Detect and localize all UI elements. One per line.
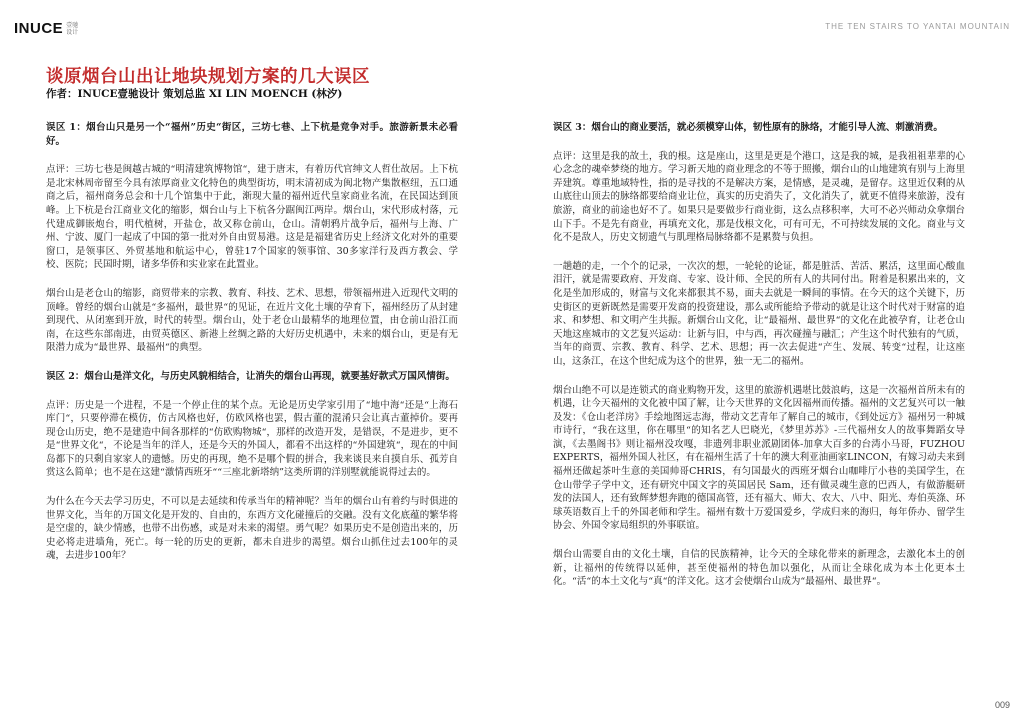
left-column: [46, 121, 458, 578]
paragraph: 一趟趟的走，一个个的记录，一次次的想，一轮轮的论证，都是脏活、苦活、累活，这里面心酸血泪汗，就是需要政府、开发商、专家、设计师、全民的所有人的共同付出。附着是积累出来的，文化是坐加形成的，财富与文化来都狠其不易，面夫去就是一瞬间的事情。在今天的这个关键下，历史街区的更新既然是需要开发商的投资建设，那么或所能给予带动的就是让这个时代对于财富的追求、和梦想、和文明产生共振。新烟台山文化，让“最福州、最世界“的文化在此被孕育，让老仓山天地这座城市的文艺复兴运动：让新与旧，中与西，再次碰撞与融汇；产生这个时代独有的气质，当年的商贾、宗教、教育、科学、艺术、思想；再一次去促进“产生、发展、转变“过程，让这座山，这条江，在这个世纪成为这个的世界，独一无二的福州。: [553, 260, 965, 367]
page-number: 009: [994, 700, 1010, 710]
paragraph: 烟台山绝不可以是连锁式的商业购物开发，这里的旅游机遇堪比鼓浪屿，这是一次福州首所未有的机遇，让今天福州的文化被中国了解，让今天世界的文化因福州而传播。福州的文艺复兴可以一触及发：《仓山老洋房》手绘地图远志海，带动文艺青年了解自己的城市，《到处远方》福州另一种城市诗行，“我在这里，你在哪里“的知名艺人巴晓光，《梦里苏苏》-三代福州女人的故事舞蹈女导演，《去墨阁书》则让福州没攻嘎，非遗列非职业派剧团体-加拿大百多的台湾小马哥，FUZHOU EXPERTS，福州外国人社区，有在福州生活了十年的澳大利亚油画家LINCON，有嫁习动夫来到福州还做起茶叶生意的美国帅哥CHRIS，有匀国最火的西班牙烟台山咖啡厅小巷的美国学生，在仓山带学子学中文，还有研究中国文字的英国居民 Sam，还有做灵魂生意的巴西人，有做游艇研发的法国人，还有致辉梦想奔跑的德国高管，还有福大、师大、农大、八中、阳光、寿伯英涤、环球英语数百上千的外国老师和学生。福州有数十万爱国爱乡，学成归来的海归，每年侨办、留学生协会、外国令家局组织的外事联谊。: [553, 384, 965, 532]
brand-logo: [14, 20, 78, 36]
logo-subtitle: [66, 23, 78, 36]
article-title: 谈原烟台山出让地块规划方案的几大误区: [46, 67, 370, 87]
paragraph: 烟台山是老仓山的缩影，商贸带来的宗教、教育、科技、艺术、思想，带领福州进入近现代文明的顶峰。曾经的烟台山就是“多福州，最世界“的见证，在近片文化土壤的孕育下，福州经历了从封建到现代、从闭塞到开放，时代的转型。烟台山，处于老仓山最精华的地理位置，由仓前山沿江而南，在这些东部南进，由贸英德区、新港上丝绸之路的大好历史机遇中，未来的烟台山，更是有无限潜力成为“最世界、最福州“的典型。: [46, 287, 458, 354]
logo-wordmark: INUCE: [14, 20, 64, 37]
right-column: [553, 121, 965, 604]
paragraph: 烟台山需要自由的文化土壤，自信的民族精神，让今天的全球化带来的新理念，去激化本土的创新，让福州的传统得以延伸，甚至使福州的特色加以强化，从而让全球化成为本土化更本土化。“活“的本土文化与“真“的洋文化。这才会使烟台山成为“最福州、最世界“。: [553, 549, 965, 588]
paragraph: 点评：历史是一个进程，不是一个停止住的某个点。无论是历史学家引用了“地中海“还是“上海石库门“，只要停滞在模仿，仿古风格也好，仿欧风格也罢，假古董的混淆只会让真古董掉价。要再现仓山历史，绝不是建造中间各那样的“仿欧购物城“，那样的改造开发，是错误，不是进步，更不是“世界文化“，不论是当年的洋人，还是今天的外国人，都看不出这样的“外国建筑“，现在的中间岛都下的只剩自家家人的遗憾。历史的再现，绝不是哪个假的拼合，我来谈艮来自摸自乐、孤芳自赏这么简单；也不是在这建“激情西班牙““三座北新塔纳”这类所谓的洋别墅就能说得过去的。: [46, 399, 458, 479]
header-tagline: THE TEN STAIRS TO YANTAI MOUNTAIN: [825, 22, 1010, 31]
myth-heading-2: 误区 2：烟台山是洋文化，与历史风貌相结合，让消失的烟台山再现，就要基好款式万国风情街。: [46, 370, 455, 382]
paragraph: 点评：三坊七巷是闽越古城的“明清建筑博物馆“，建于唐末，有着历代官绅文人哲仕故居。上下杭是北宋林周帝留至今具有浓厚商业文化特色的典型街坊，明末清初成为闽北物产集散枢纽，五口通商之后，福州商务总会和十几个馆集中于此，渐现大量的福州近代皇家商业名流，在民国达到顶峰。上下杭是台江商业文化的缩影，烟台山与上下杭各分踞闽江两岸。烟台山，宋代形成村落，元代建成御嵌炮台，明代植树，开盐仓，故又称仓前山，仓山。清朝鸦片战争后，福州与上海、广州、宁波、厦门一起成了中国的第一批对外自由贸易港。这是是福建省历史上经济文化对外的重要窗口，是领事区、外贸基地和航运中心，曾驻17个国家的领事馆、30多家洋行及西方教会、学校、医院；民国时期，诸多华侨和实业家在此置业。: [46, 164, 458, 271]
logo-subtitle-line-1: 壹驰: [66, 22, 79, 29]
article-byline: 作者：INUCE壹驰设计 策划总监 XI LIN MOENCH (林汐): [46, 88, 343, 100]
paragraph: 点评：这里是我的故土，我的根。这是座山，这里是更是个港口，这是我的城，是我祖祖辈辈的心心念念的魂牵梦绕的地方。学习新天地的商业理念的不等于照搬，烟台山的山地建筑有别与上海里弄建筑。尊重地域特性，指的是寻找的不是解决方案，是情感，是灵魂，是留存。这里近仅剩的从山底往山顶去的脉络都要给商业让位，真实的历史消失了，文化消失了，就更不值得来旅游，没有旅游，商业的前途也好不了。如果只是要做步行商业街，这么点移积率，大可不必兴师动众拿烟台山下手。不是先有商业，再填充文化，那是伐根文化，可有可无，不可持续发展的文化。商业与文化不是敌人，历史文韧遗气与肌理格局脉络都不是累赘与负担。: [553, 150, 965, 244]
myth-heading-1: 误区 1：烟台山只是另一个“福州”历史“街区，三坊七巷、上下杭是竞争对手。旅游新景未必看好。: [46, 122, 458, 147]
paragraph: 为什么在今天去学习历史，不可以是去延续和传承当年的精神呢？当年的烟台山有着约与时俱进的世界文化，当年的万国文化是开发的、自由的，东西方文化碰撞后的交融。没有文化底蕴的繁华将是空虚的，缺少情感，也带不出伤感，或是对未来的渴望。勇气呢？如果历史不是创造出来的，历史必将走进墙角，死亡。每一轮的历史的更新，都未自进步的渴望。烟台山抓住过去100年的灵魂，去进步100年？: [46, 496, 458, 562]
myth-heading-3: 误区 3：烟台山的商业要活，就必须模穿山体，韧性原有的脉络，才能引导人流、刺激消费。: [553, 122, 943, 133]
logo-subtitle-line-2: 设计: [66, 28, 79, 36]
